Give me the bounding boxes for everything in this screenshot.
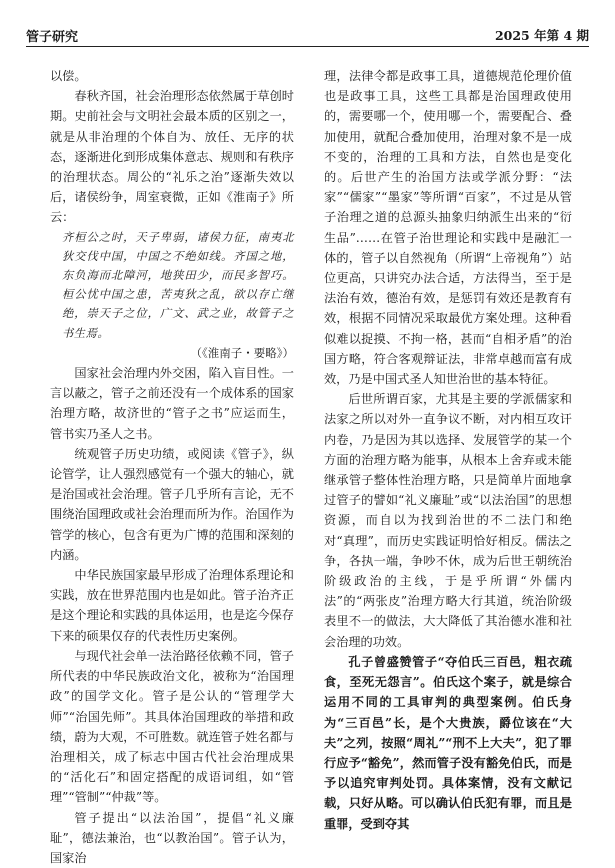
left-column — [50, 66, 294, 868]
issue-number: 2025 年第 4 期 — [494, 28, 589, 43]
paragraph: 后世所谓百家，尤其是主要的学派儒家和法家之所以对外一直争议不断，对内相互攻讦内卷，乃是因为其以选择、发展管学的某一个方面的治理方略为能事，从根本上舍弃或未能继承管子整体性治理方略，只是简单片面地拿过管子的譬如“礼义廉耻”或“以法治国”的思想资源，而自以为找到治世的不二法门和绝对“真理”，而历史实践证明恰好相反。儒法之争，各执一端，争吵不休，成为后世王朝统治阶级政治的主线，于是乎所谓“外儒内法”的“两张皮”治理方略大行其道，统治阶级表里不一的做法，大大降低了其治德水准和社会治理的功效。 — [324, 392, 572, 649]
running-header — [26, 24, 589, 47]
paragraph: 以偿。 — [50, 69, 87, 83]
quote-source: （《淮南子・要略》） — [190, 345, 294, 360]
paragraph: 春秋齐国，社会治理形态依然属于草创时期。史前社会与文明社会最本质的区别之一，就是从非治理的个体自为、放任、无序的状态，逐渐进化到形成集体意志、规则和有秩序的治理状态。周公的“礼乐之治”逐渐失效以后，诸侯纷争，周室衰微，正如《淮南子》所云： — [50, 89, 294, 225]
block-quote: 齐桓公之时，天子卑弱，诸侯力征，南夷北狄交伐中国，中国之不绝如线。齐国之地，东负海而北障河，地狭田少，而民多智巧。桓公忧中国之患，苦夷狄之乱，欲以存亡继绝，崇天子之位，广文、武之业，故管子之书生焉。 — [62, 230, 294, 340]
paragraph: 理，法律令都是政事工具，道德规范伦理价值也是政事工具，这些工具都是治国理政使用的，需要哪一个，使用哪一个，需要配合、叠加使用，就配合叠加使用，治理对象不是一成不变的，治理的工具和方法，自然也是变化的。后世产生的治国方法或学派分野：“法家”“儒家”“墨家”等所谓“百家”，不过是从管子治理之道的总源头抽象归纳派生出来的“衍生品”……在管子治世理论和实践中是融汇一体的，管子以自然视角（所谓“上帝视角”）站位更高，只讲究办法合适，方法得当，至于是法治有效，德治有效，是惩罚有效还是教育有效，根据不同情况采取最优方案处理。这种看似难以捉摸、不拘一格，甚而“自相矛盾”的治国方略，符合客观辩证法，非常卓越而富有成效，乃是中国式圣人知世治世的基本特征。 — [324, 69, 572, 387]
paragraph: 国家社会治理内外交困，陷入盲目性。一言以蔽之，管子之前还没有一个成体系的国家治理方略，故济世的“管子之书”应运而生，管书实乃圣人之书。 — [50, 366, 294, 441]
paragraph: 与现代社会单一法治路径依赖不同，管子所代表的中华民族政治文化，被称为“治国理政”的国学文化。管子是公认的“管理学大师”“治国先师”。其具体治国理政的举措和政绩，蔚为大观，不可胜数。就连管子姓名都与治理相关，成了标志中国古代社会治理成果的“活化石”和固定搭配的成语词组，如“管理”“管制”“仲裁”等。 — [50, 648, 294, 805]
journal-title: 管子研究 — [26, 30, 79, 45]
paragraph: 孔子曾盛赞管子“夺伯氏三百邑，粗衣疏食，至死无怨言”。伯氏这个案子，就是综合运用不同的工具审判的典型案例。伯氏身为“三百邑”长，是个大贵族，爵位该在“大夫”之列，按照“周礼”“刑不上大夫”，犯了罪行应予“豁免”，然而管子没有豁免伯氏，而是予以追究审判处罚。具体案情，没有文献记载，只好从略。可以确认伯氏犯有罪，而且是重罪，受到夺其 — [324, 654, 572, 831]
paragraph: 管子提出“以法治国”，提倡“礼义廉耻”，德法兼治，也“以教治国”。管子认为，国家治 — [50, 810, 294, 865]
paragraph: 中华民族国家最早形成了治理体系理论和实践，放在世界范围内也是如此。管子治齐正是这个理论和实践的具体运用，也是迄今保存下来的硕果仅存的代表性历史案例。 — [50, 568, 294, 643]
paragraph: 统观管子历史功绩，或阅读《管子》，纵论管学，让人强烈感觉有一个强大的轴心，就是治国或社会治理。管子几乎所有言论，无不围绕治国理政或社会治理而所为作。治国作为管学的核心，包含有更为广博的范围和深刻的内涵。 — [50, 446, 294, 562]
right-column — [324, 66, 572, 834]
